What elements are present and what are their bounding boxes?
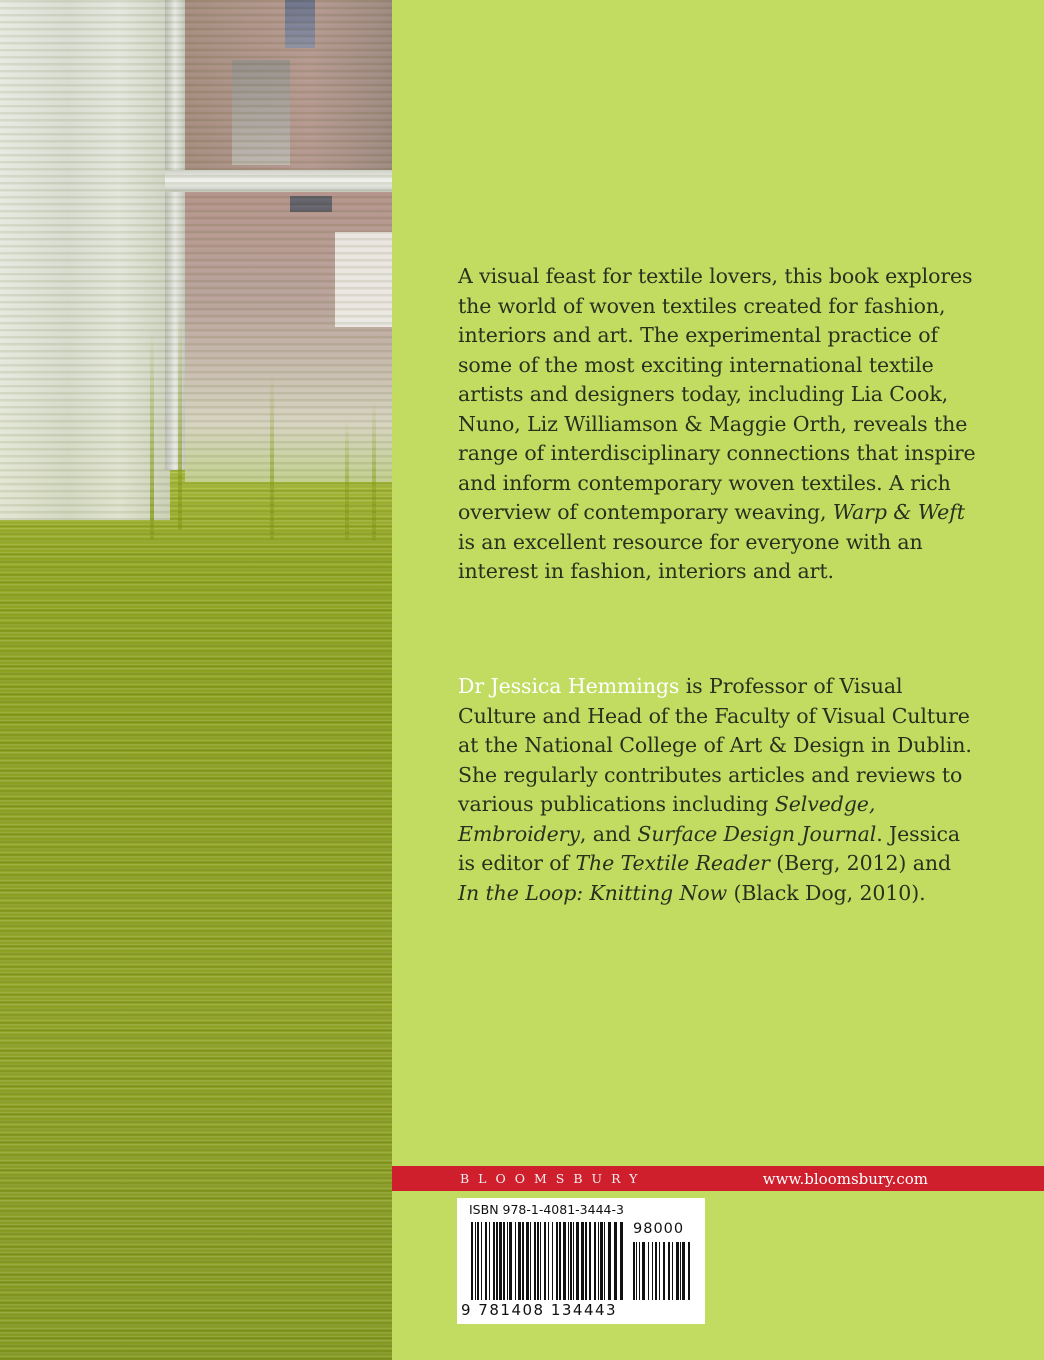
barcode-bar xyxy=(663,1242,665,1300)
barcode-bar xyxy=(589,1222,591,1300)
description-line: the world of woven textiles created for fashion, xyxy=(458,293,946,318)
bio-text: , and xyxy=(579,821,638,846)
barcode-bar xyxy=(493,1222,495,1300)
publication-title: Embroidery xyxy=(458,821,580,846)
barcode-bar xyxy=(552,1222,553,1300)
publication-title: In the Loop: Knitting Now xyxy=(458,880,728,905)
barcode-bar xyxy=(598,1222,599,1300)
barcode-bar xyxy=(642,1242,645,1300)
bio-line xyxy=(458,849,951,879)
barcode-bar xyxy=(526,1222,529,1300)
description-line xyxy=(458,498,965,528)
publisher-bar xyxy=(392,1166,1044,1191)
barcode-bar xyxy=(636,1242,637,1300)
bio-line: She regularly contributes articles and reviews to xyxy=(458,762,963,787)
bio-line xyxy=(458,790,938,820)
bio-text: (Black Dog, 2010). xyxy=(727,880,926,905)
barcode-bar xyxy=(548,1222,549,1300)
barcode-bar xyxy=(534,1222,536,1300)
isbn-barcode xyxy=(457,1198,705,1324)
barcode-bar xyxy=(594,1222,596,1300)
barcode-bar xyxy=(481,1222,482,1300)
barcode-bar xyxy=(672,1242,673,1300)
barcode-bar xyxy=(507,1222,508,1300)
barcode-bar xyxy=(475,1222,476,1300)
barcode-bar xyxy=(652,1242,653,1300)
barcode-bar xyxy=(576,1222,579,1300)
barcode-bar xyxy=(608,1222,611,1300)
barcode-bar xyxy=(585,1222,587,1300)
bio-line: at the National College of Art & Design in Dublin. xyxy=(458,733,972,757)
publication-title: The Textile Reader xyxy=(575,851,770,875)
barcode-bar xyxy=(559,1222,561,1300)
barcode-bar xyxy=(515,1222,516,1300)
bio-text: is Professor of Visual xyxy=(679,674,903,698)
description-line: is an excellent resource for everyone with an xyxy=(458,529,923,554)
barcode-bar xyxy=(676,1242,679,1300)
publisher-website-link[interactable]: www.bloomsbury.com xyxy=(762,1169,928,1188)
barcode-bar xyxy=(688,1242,690,1300)
barcode-bar xyxy=(489,1222,490,1300)
publication-title: Surface Design Journal xyxy=(637,821,877,846)
barcode-bar xyxy=(600,1222,603,1300)
description-line: some of the most exciting international textile xyxy=(458,352,934,377)
barcode-digits: 9 781408 134443 xyxy=(461,1301,618,1319)
barcode-bar xyxy=(503,1222,505,1300)
barcode-bar xyxy=(556,1222,558,1300)
bio-line xyxy=(458,879,938,909)
bio-text: (Berg, 2012) and xyxy=(769,851,951,875)
bio-text: is editor of xyxy=(458,851,576,875)
barcode-bar xyxy=(581,1222,584,1300)
description-line: artists and designers today, including Lia Cook, xyxy=(458,382,949,406)
publisher-name: BLOOMSBURY xyxy=(460,1171,647,1186)
barcode-bar xyxy=(477,1222,479,1300)
barcode-bar xyxy=(537,1222,539,1300)
barcode-bar xyxy=(530,1222,531,1300)
barcode-bar xyxy=(682,1242,685,1300)
bio-text: . Jessica xyxy=(876,821,960,846)
barcode-bar xyxy=(568,1222,569,1300)
barcode-bar xyxy=(522,1222,524,1300)
description-line: interest in fashion, interiors and art. xyxy=(458,559,834,583)
bio-text: various publications including xyxy=(458,792,775,816)
book-description xyxy=(458,262,976,587)
barcode-bar xyxy=(620,1222,623,1300)
description-text: overview of contemporary weaving, xyxy=(458,500,833,524)
barcode-bar xyxy=(655,1242,657,1300)
barcode-bar xyxy=(680,1242,681,1300)
description-line: and inform contemporary woven textiles. A rich xyxy=(458,470,951,495)
publication-title: Selvedge, xyxy=(774,792,876,816)
price-code: 98000 xyxy=(633,1221,685,1237)
barcode-bar xyxy=(614,1222,617,1300)
author-bio xyxy=(458,672,972,908)
barcode-bar xyxy=(485,1222,487,1300)
barcode-bar xyxy=(573,1222,574,1300)
woven-texture xyxy=(0,0,392,1360)
barcode-bar xyxy=(544,1222,546,1300)
barcode-bar xyxy=(496,1222,498,1300)
barcode-bar xyxy=(499,1222,502,1300)
barcode-bar xyxy=(518,1222,521,1300)
barcode-bar xyxy=(648,1242,649,1300)
bio-line xyxy=(458,820,960,850)
barcode-bar xyxy=(659,1242,660,1300)
isbn-number: ISBN 978-1-4081-3444-3 xyxy=(469,1202,624,1217)
author-name: Dr Jessica Hemmings xyxy=(458,674,680,698)
description-line: Nuno, Liz Williamson & Maggie Orth, reveals the xyxy=(458,411,968,436)
barcode-bar xyxy=(570,1222,572,1300)
description-line: A visual feast for textile lovers, this book explores xyxy=(458,264,973,288)
barcode-bar xyxy=(471,1222,473,1300)
description-line: range of interdisciplinary connections that inspire xyxy=(458,441,976,465)
book-title: Warp & Weft xyxy=(832,500,965,524)
barcode-bar xyxy=(639,1242,640,1300)
description-line: interiors and art. The experimental practice of xyxy=(458,323,938,347)
cover-photo xyxy=(0,0,392,1360)
barcode-bar xyxy=(563,1222,566,1300)
bio-line xyxy=(458,672,938,702)
barcode-bar xyxy=(604,1222,605,1300)
bio-line: Culture and Head of the Faculty of Visual Culture xyxy=(458,703,970,728)
barcode-bar xyxy=(668,1242,670,1300)
barcode-bar xyxy=(633,1242,635,1300)
barcode-bar xyxy=(509,1222,512,1300)
barcode-bar xyxy=(540,1222,541,1300)
